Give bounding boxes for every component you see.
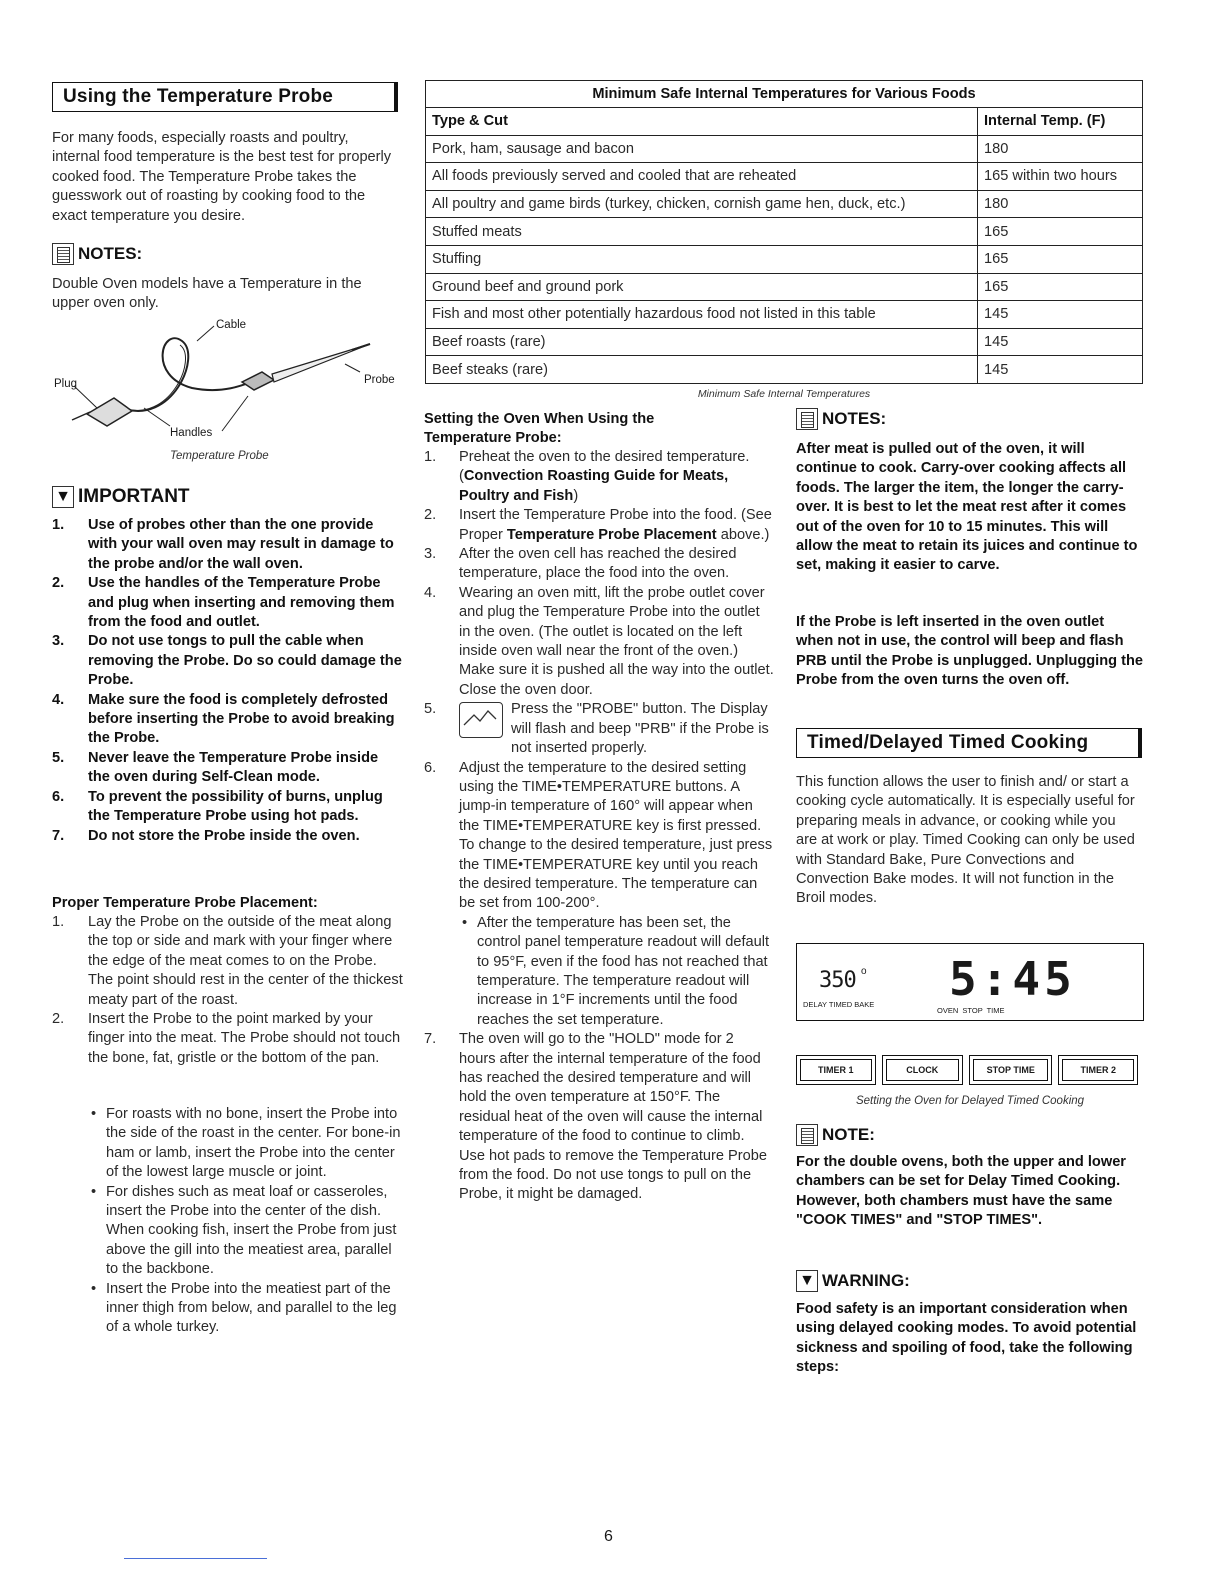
list-item: 2. Use the handles of the Temperature Probe and plug when inserting and removing them from the food and outlet. xyxy=(52,575,395,631)
col-header-type-cut: Type & Cut xyxy=(426,108,978,136)
step-3: 3. After the oven cell has reached the desired temperature, place the food into the oven. xyxy=(424,546,737,582)
display-modes: DELAY TIMED BAKE xyxy=(803,1000,875,1009)
footer-rule xyxy=(124,1558,267,1559)
section-title-temperature-probe: Using the Temperature Probe xyxy=(52,82,398,112)
display-time: 5:45 xyxy=(949,952,1076,1006)
list-item: 3. Do not use tongs to pull the cable when removing the Probe. Do so could damage the Probe. xyxy=(52,633,402,689)
setting-oven-heading: Setting the Oven When Using the Temperature Probe: xyxy=(424,411,655,447)
step-1: 1. Preheat the oven to the desired temperature. (Convection Roasting Guide for Meats, Poultry and Fish) xyxy=(424,449,750,504)
table-title: Minimum Safe Internal Temperatures for Various Foods xyxy=(425,80,1143,107)
label-plug: Plug xyxy=(54,378,78,390)
step-2: 2. Insert the Temperature Probe into the food. (See Proper Temperature Probe Placement above.) xyxy=(424,507,772,543)
note-icon xyxy=(52,243,74,265)
warning-icon: ▼ xyxy=(52,486,74,508)
table-cell-temp: 145 xyxy=(978,301,1143,329)
table-row xyxy=(426,190,1143,218)
list-item: 1. Lay the Probe on the outside of the meat along the top or side and mark with your finger where the edge of the meat comes to on the Probe. The point should rest in the center of the thickest meaty part of the roast. xyxy=(52,914,403,1008)
placement-bullet: • For roasts with no bone, insert the Probe into the side of the roast in the center. For bone-in ham or lamb, insert the Probe into the center of the lowest large muscle or joint. xyxy=(91,1106,401,1181)
table-cell-temp: 165 xyxy=(978,218,1143,246)
placement-heading: Proper Temperature Probe Placement: xyxy=(52,895,318,911)
table-cell-cut: All foods previously served and cooled that are reheated xyxy=(426,163,978,191)
warning-heading: ▼ WARNING: xyxy=(796,1270,910,1292)
display-temp: 350 xyxy=(819,968,856,993)
table-cell-temp: 145 xyxy=(978,328,1143,356)
table-caption: Minimum Safe Internal Temperatures xyxy=(697,388,871,400)
table-cell-temp: 180 xyxy=(978,190,1143,218)
note-icon xyxy=(796,1124,818,1146)
table-row xyxy=(426,245,1143,273)
notes-text: Double Oven models have a Temperature in the upper oven only. xyxy=(52,276,362,312)
table-cell-cut: Ground beef and ground pork xyxy=(426,273,978,301)
list-item: 1. Use of probes other than the one provide with your wall oven may result in damage to the probe and/or the wall oven. xyxy=(52,517,394,572)
notes-right-p1: After meat is pulled out of the oven, it will continue to cook. Carry-over cooking affects all foods. The larger the item, the longer the carry-over. It is best to let the meat rest after it comes out of the oven for 10 to 15 minutes. This will allow the meat to retain its juices and continue to set, making it easier to carve. xyxy=(796,441,1138,574)
timed-cooking-body: This function allows the user to finish and/ or start a cooking cycle automatically. It is especially useful for preparing meals in advance, or cooking while you are at work or play. Timed Cooking can only be used with Standard Bake, Pure Convections and Convection Bake modes. It will not function in the Broil modes. xyxy=(796,774,1135,907)
intro-paragraph: For many foods, especially roasts and poultry, internal food temperature is the best test for properly cooked food. The Temperature Probe takes the guesswork out of roasting by cooking food to the exact temperature you desire. xyxy=(52,130,392,224)
placement-bullet: • Insert the Probe into the meatiest part of the inner thigh from below, and parallel to the leg of a whole turkey. xyxy=(91,1280,397,1336)
note-text: For the double ovens, both the upper and lower chambers can be set for Delay Timed Cooking. However, both chambers must have the same "COOK TIMES" and "STOP TIMES". xyxy=(796,1154,1126,1229)
table-cell-cut: Beef steaks (rare) xyxy=(426,356,978,384)
table-cell-cut: Stuffing xyxy=(426,245,978,273)
table-cell-temp: 165 within two hours xyxy=(978,163,1143,191)
notes-heading: NOTES: xyxy=(52,243,142,265)
label-cable: Cable xyxy=(216,319,247,331)
placement-bullet: • For dishes such as meat loaf or casseroles, insert the Probe into the center of the dish. When cooking fish, insert the Probe from just above the gill into the meatiest area, parallel to the backbone. xyxy=(91,1183,397,1278)
list-item: 6. To prevent the possibility of burns, unplug the Temperature Probe using hot pads. xyxy=(52,788,383,825)
control-button-clock[interactable]: CLOCK xyxy=(886,1059,959,1081)
table-row xyxy=(426,356,1143,384)
step-5: 5. Press the "PROBE" button. The Display will flash and beep "PRB" if the Probe is not inserted properly. xyxy=(424,701,769,757)
figure-caption-probe: Temperature Probe xyxy=(170,450,269,462)
important-list xyxy=(52,516,404,846)
table-cell-cut: Fish and most other potentially hazardous food not listed in this table xyxy=(426,301,978,329)
list-item: 2. Insert the Probe to the point marked by your finger into the meat. The Probe should not touch the bone, fat, gristle or the bottom of the pan. xyxy=(52,1011,401,1066)
page-number: 6 xyxy=(604,1528,613,1545)
list-item: 4. Make sure the food is completely defrosted before inserting the Probe to avoid breaking the Probe. xyxy=(52,691,395,747)
table-row xyxy=(426,135,1143,163)
table-row xyxy=(426,301,1143,329)
table-row xyxy=(426,218,1143,246)
safe-temperatures-table xyxy=(425,80,1143,384)
control-button-timer-1[interactable]: TIMER 1 xyxy=(800,1059,872,1081)
table-row xyxy=(426,273,1143,301)
table-row xyxy=(426,163,1143,191)
setting-steps xyxy=(424,448,774,1205)
step-6-bullet: • After the temperature has been set, the control panel temperature readout will default to 95°F, even if the food has not reached that temperature. The temperature readout will increase in 1°F increments until the food reaches the set temperature. xyxy=(462,914,770,1028)
notes-right-p2: If the Probe is left inserted in the oven outlet when not in use, the control will beep and flash PRB until the Probe is unplugged. Unplugging the Probe from the oven turns the oven off. xyxy=(796,614,1143,689)
control-button-timer-2[interactable]: TIMER 2 xyxy=(1062,1059,1134,1081)
step-6: 6. Adjust the temperature to the desired setting using the TIME•TEMPERATURE buttons. A jump-in temperature of 160° will appear when the TIME•TEMPERATURE key is first pressed. To change to the desired temperature, just press the TIME•TEMPERATURE key until you reach the desired temperature. The temperature can be set from 100-200°. • After the temperature has been set, the control panel temperature readout will default to 95°F, even if the food has not reached that temperature. The temperature readout will increase in 1°F increments until the food reaches the set temperature. xyxy=(424,759,774,1031)
col-header-internal-temp: Internal Temp. (F) xyxy=(978,108,1143,136)
placement-bullets xyxy=(88,1105,404,1338)
table-cell-cut: Stuffed meats xyxy=(426,218,978,246)
table-cell-temp: 145 xyxy=(978,356,1143,384)
step-7: 7. The oven will go to the "HOLD" mode for 2 hours after the internal temperature of the food has reached the desired temperature and will hold the oven temperature at 150°F. The residual heat of the oven will cause the internal temperature of the food to continue to climb. Use hot pads to remove the Temperature Probe from the food. Do not use tongs to pull on the Probe, it might be damaged. xyxy=(424,1031,767,1203)
probe-illustration xyxy=(52,316,412,466)
table-cell-cut: All poultry and game birds (turkey, chicken, cornish game hen, duck, etc.) xyxy=(426,190,978,218)
label-handles: Handles xyxy=(170,427,213,439)
list-item: 5. Never leave the Temperature Probe inside the oven during Self-Clean mode. xyxy=(52,749,379,786)
note-icon xyxy=(796,408,818,430)
step-4: 4. Wearing an oven mitt, lift the probe outlet cover and plug the Temperature Probe into the outlet in the oven. (The outlet is located on the left inside oven wall near the front of the oven.) Make sure it is pushed all the way into the outlet. Close the oven door. xyxy=(424,584,774,698)
control-button-row xyxy=(800,1059,1140,1081)
control-button-stop-time[interactable]: STOP TIME xyxy=(973,1059,1048,1081)
oven-display: 350 o DELAY TIMED BAKE 5:45 OVEN STOP TIME xyxy=(796,943,1144,1021)
display-sub: OVEN STOP TIME xyxy=(937,1006,1005,1015)
label-probe: Probe xyxy=(364,374,395,386)
section-title-timed-cooking: Timed/Delayed Timed Cooking xyxy=(796,728,1142,758)
placement-list xyxy=(52,913,404,1068)
table-cell-temp: 165 xyxy=(978,245,1143,273)
probe-figure xyxy=(52,316,412,466)
figure-caption-delayed: Setting the Oven for Delayed Timed Cooking xyxy=(855,1095,1085,1107)
notes-heading-right: NOTES: xyxy=(796,408,886,430)
table-cell-cut: Pork, ham, sausage and bacon xyxy=(426,135,978,163)
table-cell-temp: 165 xyxy=(978,273,1143,301)
important-heading: ▼ IMPORTANT xyxy=(52,486,190,508)
warning-text: Food safety is an important consideration when using delayed cooking modes. To avoid potential sickness and spoiling of food, take the following steps: xyxy=(796,1301,1137,1376)
warning-icon: ▼ xyxy=(796,1270,818,1292)
list-item: 7. Do not store the Probe inside the oven. xyxy=(52,827,360,844)
probe-button-icon xyxy=(459,702,503,738)
note-heading: NOTE: xyxy=(796,1124,875,1146)
table-row xyxy=(426,328,1143,356)
table-cell-temp: 180 xyxy=(978,135,1143,163)
table-cell-cut: Beef roasts (rare) xyxy=(426,328,978,356)
